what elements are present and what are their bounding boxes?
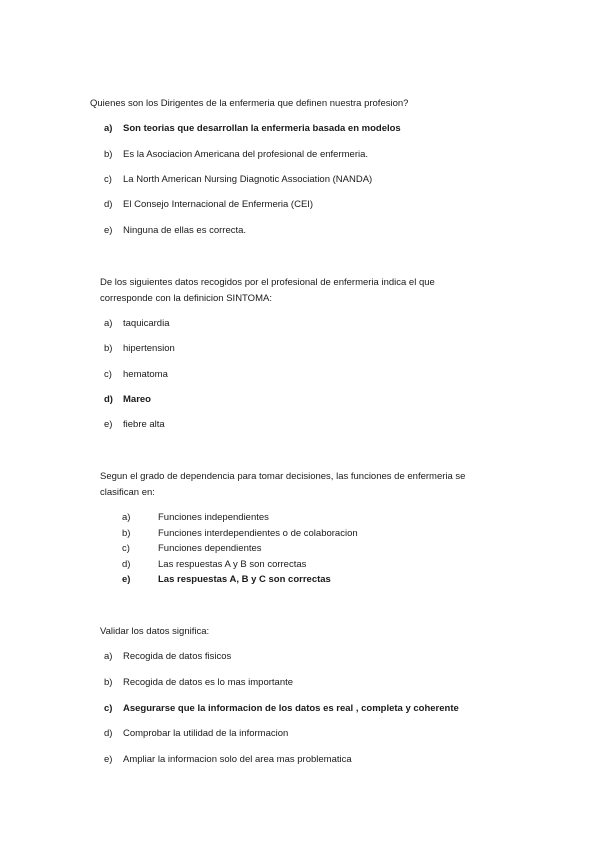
question-2-option-b (104, 343, 175, 355)
question-2-option-c (104, 369, 168, 381)
option-letter: a) (104, 318, 113, 329)
option-letter: a) (104, 123, 113, 134)
option-letter: b) (104, 343, 113, 354)
option-letter: c) (104, 369, 112, 380)
option-text: Mareo (123, 394, 151, 405)
option-letter: a) (122, 512, 131, 523)
question-2-prompt-line-2: corresponde con la definicion SINTOMA: (100, 293, 272, 304)
option-text: Es la Asociacion Americana del profesional de enfermeria. (123, 149, 369, 160)
option-text: Funciones dependientes (158, 543, 262, 554)
option-letter: d) (122, 559, 131, 570)
question-3-prompt-line-2: clasifican en: (100, 487, 155, 498)
question-4-option-c (104, 703, 459, 715)
option-text: hipertension (123, 343, 175, 354)
question-1-option-e (104, 225, 246, 237)
question-3-option-a (122, 512, 269, 524)
question-1-option-c (104, 174, 372, 186)
question-1-option-a (104, 123, 401, 135)
question-4-option-d (104, 728, 288, 740)
option-text: El Consejo Internacional de Enfermeria (CEI) (123, 199, 314, 210)
question-4-option-a (104, 651, 231, 663)
option-letter: d) (104, 394, 113, 405)
question-4-option-b (104, 677, 293, 689)
option-letter: c) (104, 174, 112, 185)
option-letter: d) (104, 199, 113, 210)
question-3-option-c (122, 543, 262, 555)
option-text: hematoma (123, 369, 168, 380)
option-letter: c) (104, 703, 113, 714)
question-3-prompt-line-1: Segun el grado de dependencia para tomar decisiones, las funciones de enfermeria se (100, 471, 466, 482)
option-letter: e) (122, 574, 131, 585)
option-letter: d) (104, 728, 113, 739)
option-letter: a) (104, 651, 113, 662)
option-letter: b) (104, 677, 113, 688)
option-letter: e) (104, 419, 113, 430)
option-text: Funciones interdependientes o de colaboracion (158, 528, 358, 539)
question-3-option-b (122, 528, 358, 540)
question-1-prompt: Quienes son los Dirigentes de la enfermeria que definen nuestra profesion? (90, 98, 409, 109)
option-text: Comprobar la utilidad de la informacion (123, 728, 289, 739)
option-letter: e) (104, 754, 113, 765)
question-1-option-b (104, 149, 368, 161)
option-text: Las respuestas A, B y C son correctas (158, 574, 331, 585)
question-2-prompt-line-1: De los siguientes datos recogidos por el profesional de enfermeria indica el que (100, 277, 435, 288)
question-2-option-e (104, 419, 165, 431)
question-1-option-d (104, 199, 313, 211)
option-letter: e) (104, 225, 113, 236)
question-3-option-d (122, 559, 306, 571)
option-text: Ninguna de ellas es correcta. (123, 225, 247, 236)
question-4-prompt: Validar los datos significa: (100, 626, 210, 637)
option-letter: b) (104, 149, 113, 160)
option-text: taquicardia (123, 318, 170, 329)
question-4-option-e (104, 754, 352, 766)
option-text: Las respuestas A y B son correctas (158, 559, 307, 570)
option-text: fiebre alta (123, 419, 165, 430)
option-text: Funciones independientes (158, 512, 269, 523)
question-3-option-e (122, 574, 331, 586)
option-text: Son teorias que desarrollan la enfermeria basada en modelos (123, 123, 401, 134)
option-text: La North American Nursing Diagnotic Association (NANDA) (123, 174, 373, 185)
option-text: Recogida de datos fisicos (123, 651, 232, 662)
question-2-option-d (104, 394, 151, 406)
option-letter: b) (122, 528, 131, 539)
option-text: Ampliar la informacion solo del area mas problematica (123, 754, 352, 765)
question-2-option-a (104, 318, 169, 330)
option-letter: c) (122, 543, 130, 554)
option-text: Asegurarse que la informacion de los datos es real , completa y coherente (123, 703, 459, 714)
option-text: Recogida de datos es lo mas importante (123, 677, 294, 688)
